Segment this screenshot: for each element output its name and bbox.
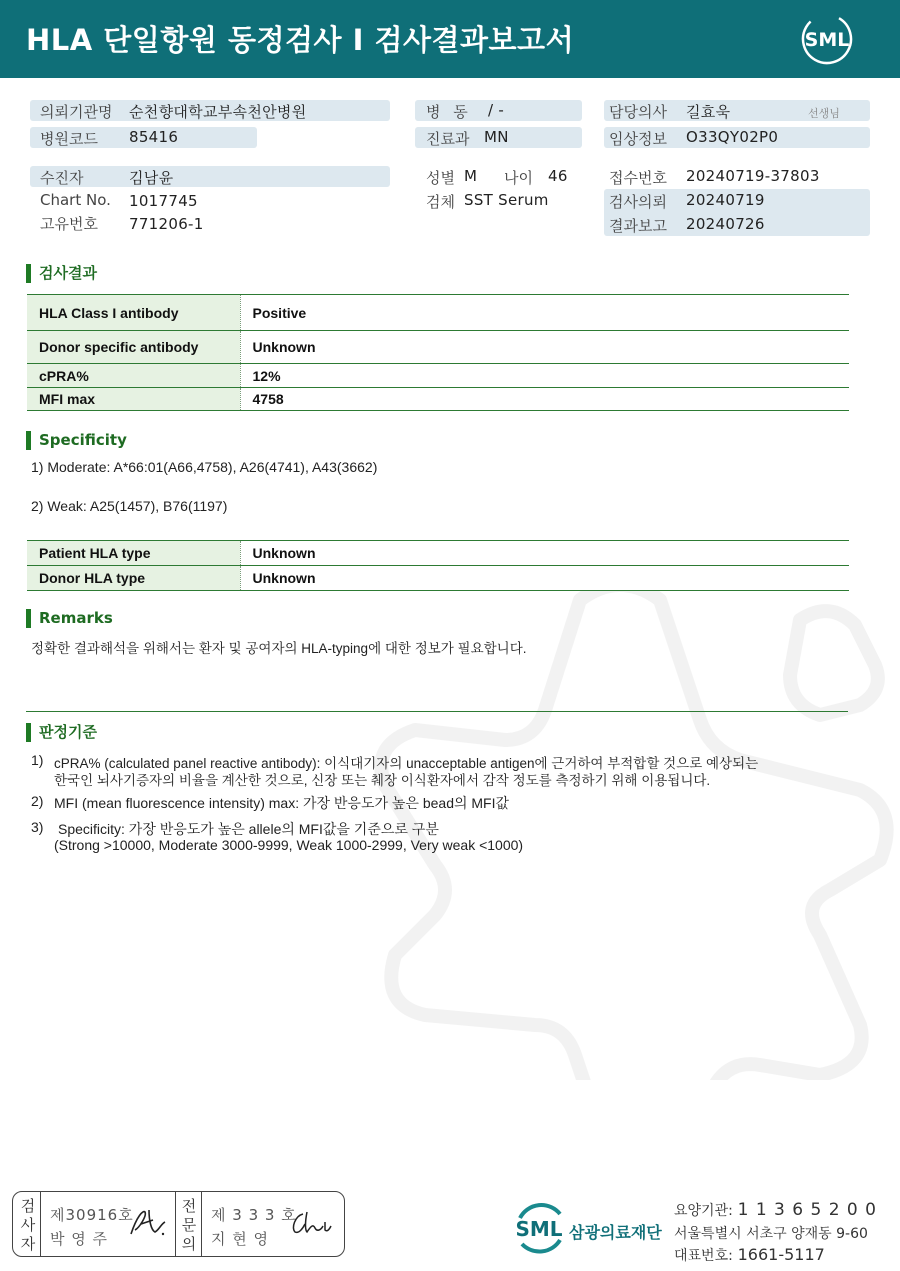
org-code-label: 요양기관: [674, 1203, 733, 1219]
age-label: 나이 [504, 169, 533, 187]
sml-logo-icon [800, 12, 854, 66]
info-bar [30, 166, 390, 187]
tester-name: 박 영 주 [50, 1230, 109, 1248]
table-row [27, 331, 849, 364]
specialist-label-text: 전문의 [181, 1197, 197, 1253]
hospital-code-value: 85416 [129, 128, 179, 146]
doctor-label: 담당의사 [609, 103, 667, 121]
tester-label [20, 1197, 36, 1254]
criteria-text: cPRA% (calculated panel reactive antibody): 이식대기자의 unacceptable antigen에 근거하여 부적합할 것으로 예상되는 [54, 756, 759, 771]
request-label: 검사의뢰 [609, 193, 667, 211]
sex-label: 성별 [426, 169, 455, 187]
table-row [27, 541, 849, 566]
divider [26, 711, 848, 712]
org-phone [674, 1245, 825, 1265]
hla-type-table [27, 540, 849, 591]
tester-label-text: 검사자 [20, 1197, 36, 1253]
unique-label: 고유번호 [40, 215, 98, 233]
specificity-line: 2) Weak: A25(1457), B76(1197) [31, 498, 228, 514]
specificity-title: Specificity [26, 431, 127, 450]
report-label: 결과보고 [609, 217, 667, 235]
specialist-signature-icon [289, 1208, 333, 1240]
org-phone-label: 대표번호: [674, 1248, 733, 1264]
remarks-text: 정확한 결과해석을 위해서는 환자 및 공여자의 HLA-typing에 대한 정보가 필요합니다. [31, 641, 527, 656]
hla-type-value: Unknown [240, 566, 849, 591]
svg-text:SML: SML [804, 29, 850, 51]
chart-value: 1017745 [129, 192, 198, 210]
tester-signature-icon [127, 1206, 169, 1240]
result-value: Positive [240, 295, 849, 331]
specificity-line: 1) Moderate: A*66:01(A66,4758), A26(4741), A43(3662) [31, 459, 378, 475]
criteria-number: 2) [31, 793, 44, 809]
report-header [0, 0, 900, 78]
specialist-name: 지 현 영 [211, 1230, 270, 1248]
patient-label: 수진자 [40, 169, 84, 187]
criteria-text: (Strong >10000, Moderate 3000-9999, Weak 1000-2999, Very weak <1000) [54, 837, 524, 853]
patient-value: 김남윤 [129, 169, 174, 187]
specialist-number: 제 3 3 3 호 [211, 1206, 297, 1224]
table-row [27, 364, 849, 388]
unique-value: 771206-1 [129, 215, 204, 233]
doctor-value: 길효욱 [686, 103, 731, 121]
criteria-text: Specificity: 가장 반응도가 높은 allele의 MFI값을 기준으로 구분 [58, 821, 439, 837]
result-value: Unknown [240, 331, 849, 364]
hospital-code-label: 병원코드 [40, 130, 98, 148]
receipt-label: 접수번호 [609, 169, 667, 187]
criteria-text: MFI (mean fluorescence intensity) max: 가장 반응도가 높은 bead의 MFI값 [54, 795, 510, 811]
result-key: MFI max [27, 388, 240, 411]
result-key: HLA Class I antibody [27, 295, 240, 331]
tester-number: 제30916호 [50, 1206, 134, 1224]
criteria-number: 3) [31, 819, 44, 835]
specimen-value: SST Serum [464, 191, 549, 209]
hla-type-key: Donor HLA type [27, 566, 240, 591]
institution-label: 의뢰기관명 [40, 103, 113, 121]
criteria-title: 판정기준 [26, 723, 97, 742]
org-logo-icon [512, 1200, 568, 1256]
chart-label: Chart No. [40, 191, 111, 209]
criteria-text: 한국인 뇌사기증자의 비율을 계산한 것으로, 신장 또는 췌장 이식환자에서 감작 정도를 측정하기 위해 이용됩니다. [54, 773, 711, 788]
org-address: 서울특별시 서초구 양재동 9-60 [674, 1226, 868, 1242]
clinical-label: 임상정보 [609, 130, 667, 148]
request-value: 20240719 [686, 191, 765, 209]
result-value: 4758 [240, 388, 849, 411]
sex-value: M [464, 167, 478, 185]
specialist-label [181, 1197, 197, 1254]
table-row [27, 566, 849, 591]
results-table [27, 294, 849, 411]
org-code [674, 1200, 877, 1220]
criteria-number: 1) [31, 752, 44, 768]
result-key: Donor specific antibody [27, 331, 240, 364]
hla-type-value: Unknown [240, 541, 849, 566]
org-code-value: 1 1 3 6 5 2 0 0 [737, 1200, 877, 1220]
svg-text:SML: SML [515, 1217, 563, 1241]
table-row [27, 388, 849, 411]
divider [40, 1192, 41, 1256]
age-value: 46 [548, 167, 568, 185]
doctor-suffix: 선생님 [808, 107, 840, 120]
department-label: 진료과 [426, 130, 470, 148]
org-phone-value: 1661-5117 [737, 1245, 825, 1264]
department-value: MN [484, 128, 509, 146]
divider [201, 1192, 202, 1256]
ward-value: / - [488, 101, 505, 119]
hla-type-key: Patient HLA type [27, 541, 240, 566]
divider [175, 1192, 176, 1256]
results-title: 검사결과 [26, 264, 97, 283]
report-value: 20240726 [686, 215, 765, 233]
result-key: cPRA% [27, 364, 240, 388]
result-value: 12% [240, 364, 849, 388]
report-title: HLA 단일항원 동정검사 I 검사결과보고서 [26, 23, 575, 57]
org-name: 삼광의료재단 [569, 1223, 662, 1242]
specimen-label: 검체 [426, 193, 455, 211]
clinical-value: O33QY02P0 [686, 128, 779, 146]
receipt-value: 20240719-37803 [686, 167, 820, 185]
institution-value: 순천향대학교부속천안병원 [129, 103, 307, 121]
ward-label: 병 동 [426, 103, 472, 121]
signature-box [12, 1191, 345, 1257]
remarks-title: Remarks [26, 609, 113, 628]
table-row [27, 295, 849, 331]
